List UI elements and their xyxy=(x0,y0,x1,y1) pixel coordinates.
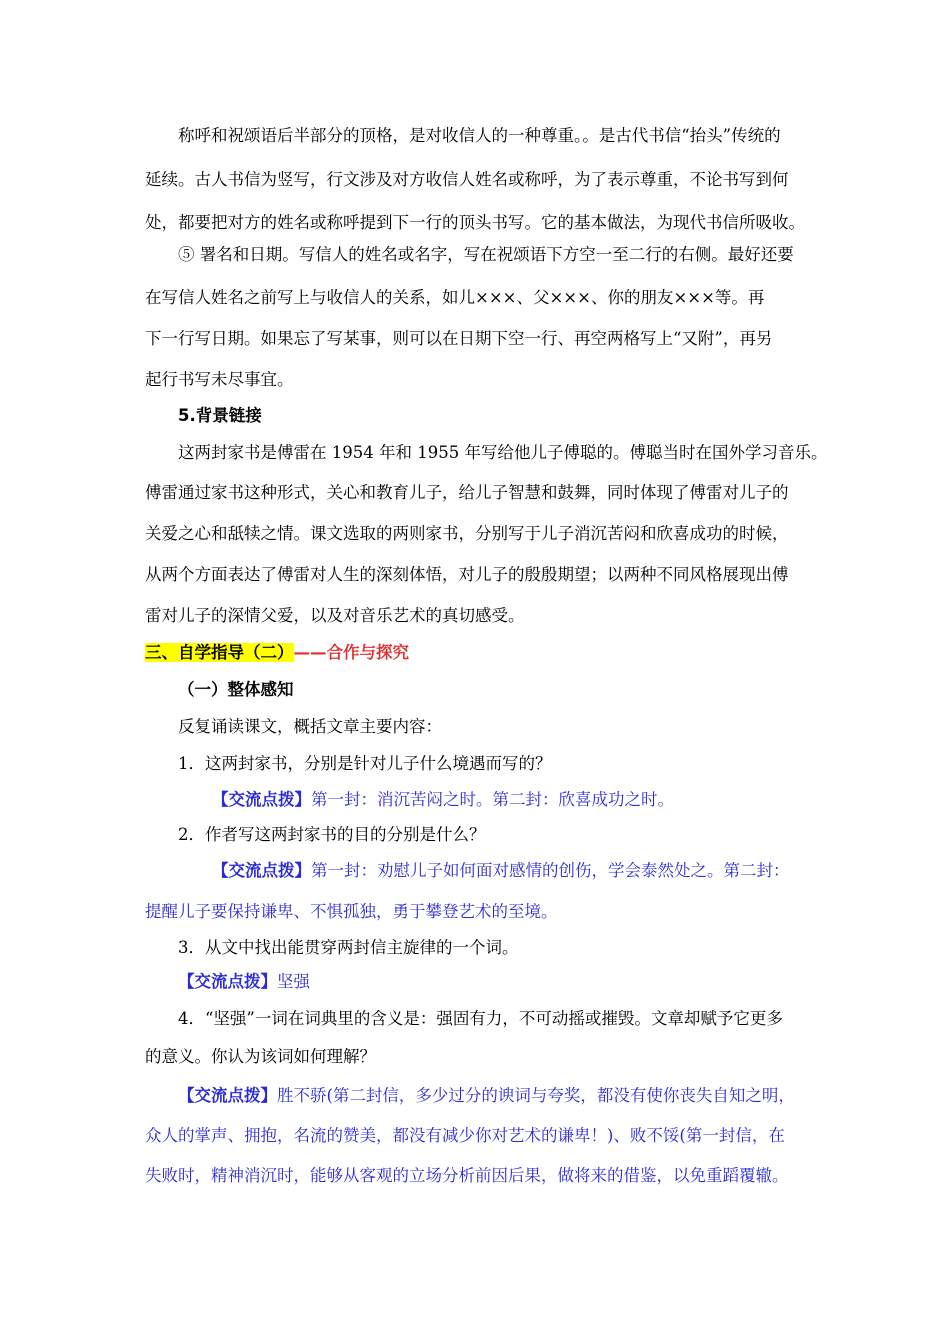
answer-tag: 【交流点拨】 xyxy=(212,861,311,880)
answer-2 xyxy=(212,860,790,882)
paragraph-line: 下一行写日期。如果忘了写某事，则可以在日期下空一行、再空两格写上“又附”，再另 xyxy=(145,329,773,348)
intro-text: 反复诵读课文，概括文章主要内容： xyxy=(178,717,442,736)
answer-4-continued: 失败时，精神消沉时，能够从客观的立场分析前因后果，做将来的借鉴，以免重蹈覆辙。 xyxy=(145,1166,789,1185)
paragraph-line: 从两个方面表达了傅雷对人生的深刻体悟，对儿子的殷殷期望；以两种不同风格展现出傅 xyxy=(145,565,789,584)
question-1: 1．这两封家书，分别是针对儿子什么境遇而写的？ xyxy=(178,754,552,773)
paragraph-line: 在写信人姓名之前写上与收信人的关系，如儿×××、父×××、你的朋友×××等。再 xyxy=(145,288,765,307)
question-3: 3．从文中找出能贯穿两封信主旋律的一个词。 xyxy=(178,938,519,957)
answer-text: 第一封：劝慰儿子如何面对感情的创伤，学会泰然处之。第二封： xyxy=(311,861,790,880)
section-title-rest: ——合作与探究 xyxy=(293,643,409,662)
paragraph-line: 关爱之心和舐犊之情。课文选取的两则家书，分别写于儿子消沉苦闷和欣喜成功的时候， xyxy=(145,524,789,543)
question-4-continued: 的意义。你认为该词如何理解？ xyxy=(145,1047,376,1066)
answer-2-continued: 提醒儿子要保持谦卑、不惧孤独，勇于攀登艺术的至境。 xyxy=(145,902,558,921)
answer-text: 胜不骄(第二封信，多少过分的谀词与夸奖，都没有使你丧失自知之明， xyxy=(277,1086,795,1105)
question-4: 4．“坚强”一词在词典里的含义是：强固有力，不可动摇或摧毁。文章却赋予它更多 xyxy=(178,1009,783,1028)
paragraph-line: 傅雷通过家书这种形式，关心和教育儿子，给儿子智慧和鼓舞，同时体现了傅雷对儿子的 xyxy=(145,483,789,502)
paragraph-line: 起行书写未尽事宜。 xyxy=(145,370,294,389)
section-title xyxy=(145,642,409,664)
answer-tag: 【交流点拨】 xyxy=(212,790,311,809)
paragraph-line: ⑤ 署名和日期。写信人的姓名或名字，写在祝颂语下方空一至二行的右侧。最好还要 xyxy=(178,245,794,264)
paragraph-line: 延续。古人书信为竖写，行文涉及对方收信人姓名或称呼，为了表示尊重，不论书写到何 xyxy=(145,170,789,189)
question-2: 2．作者写这两封家书的目的分别是什么？ xyxy=(178,825,486,844)
paragraph-line: 称呼和祝颂语后半部分的顶格，是对收信人的一种尊重。。是古代书信“抬头”传统的 xyxy=(178,126,781,145)
answer-3 xyxy=(178,971,310,993)
section-title-highlight: 三、自学指导（二） xyxy=(145,643,294,662)
answer-tag: 【交流点拨】 xyxy=(178,1086,277,1105)
section-heading: 5.背景链接 xyxy=(178,406,262,425)
paragraph-line: 这两封家书是傅雷在 1954 年和 1955 年写给他儿子傅聪的。傅聪当时在国外学习音乐。 xyxy=(178,443,828,462)
answer-1 xyxy=(212,789,674,811)
answer-text: 坚强 xyxy=(277,972,310,991)
answer-4 xyxy=(178,1085,795,1107)
paragraph-line: 雷对儿子的深情父爱，以及对音乐艺术的真切感受。 xyxy=(145,606,525,625)
answer-tag: 【交流点拨】 xyxy=(178,972,277,991)
answer-4-continued: 众人的掌声、拥抱，名流的赞美，都没有减少你对艺术的谦卑！)、败不馁(第一封信，在 xyxy=(145,1126,785,1145)
answer-text: 第一封：消沉苦闷之时。第二封：欣喜成功之时。 xyxy=(311,790,674,809)
paragraph-line: 处，都要把对方的姓名或称呼提到下一行的顶头书写。它的基本做法，为现代书信所吸收。 xyxy=(145,213,805,232)
subsection-heading: （一）整体感知 xyxy=(178,680,294,699)
